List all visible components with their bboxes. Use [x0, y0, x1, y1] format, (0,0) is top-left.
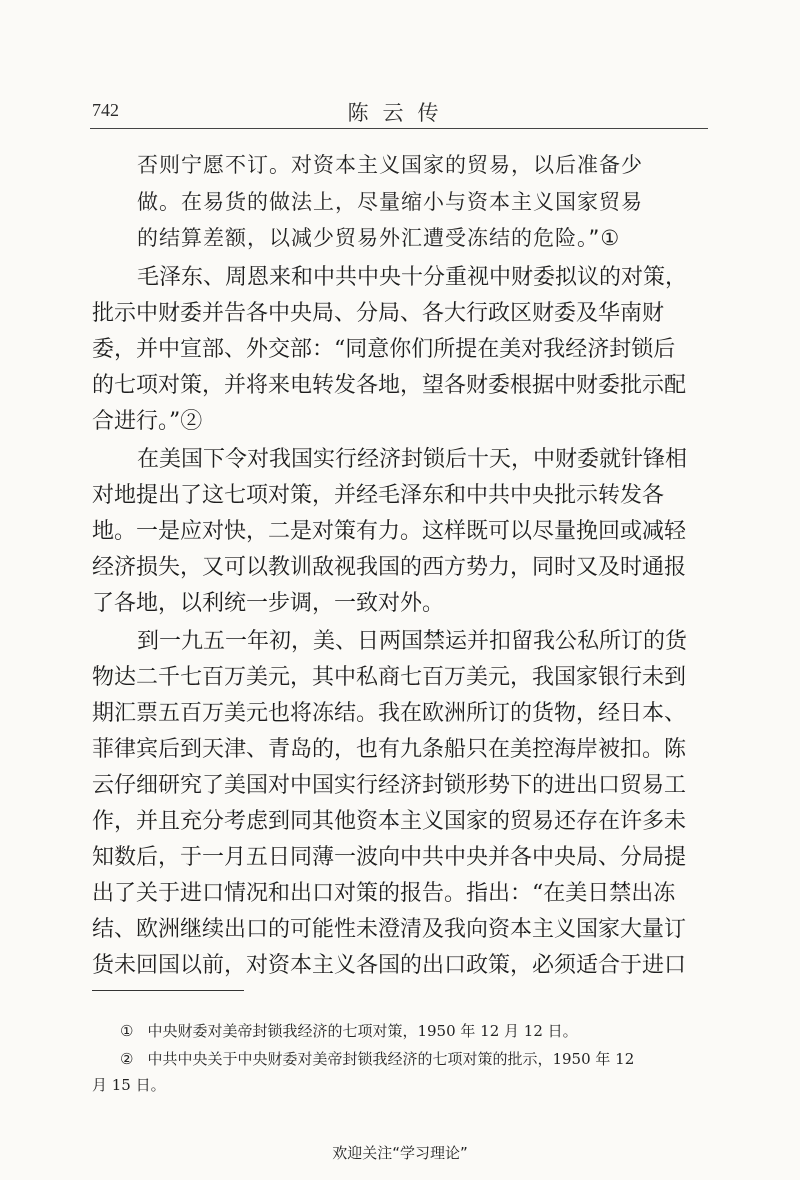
quote-line: 做。在易货的做法上，尽量缩小与资本主义国家贸易 [137, 190, 643, 214]
footnote-2-continuation: 月 15 日。 [92, 1076, 166, 1094]
bottom-caption: 欢迎关注“学习理论” [332, 1144, 468, 1162]
body-line: 结、欧洲继续出口的可能性未澄清及我向资本主义国家大量订 [92, 917, 687, 942]
body-line: 毛泽东、周恩来和中共中央十分重视中财委拟议的对策， [137, 265, 688, 290]
footnote-mark: ② [120, 1050, 134, 1068]
body-line: 期汇票五百万美元也将冻结。我在欧洲所订的货物，经日本、 [92, 701, 687, 726]
quote-line: 的结算差额，以减少贸易外汇遭受冻结的危险。”① [137, 226, 621, 250]
footnote-text: 中央财委对美帝封锁我经济的七项对策，1950 年 12 月 12 日。 [147, 1022, 578, 1040]
body-line: 批示中财委并告各中央局、分局、各大行政区财委及华南财 [92, 301, 665, 326]
page-number: 742 [92, 100, 119, 120]
body-line: 到一九五一年初，美、日两国禁运并扣留我公私所订的货 [137, 629, 688, 654]
body-line: 地。一是应对快，二是对策有力。这样既可以尽量挽回或减轻 [92, 519, 687, 544]
footnote-text: 中共中央关于中央财委对美帝封锁我经济的七项对策的批示，1950 年 12 [147, 1050, 635, 1068]
body-line: 委，并中宣部、外交部：“同意你们所提在美对我经济封锁后 [92, 337, 676, 362]
footnote-1 [120, 1020, 578, 1041]
footnote-mark: ① [120, 1022, 134, 1040]
footnote-rule [92, 990, 244, 991]
footnote-2 [120, 1048, 634, 1069]
body-line: 了各地，以利统一步调，一致对外。 [92, 591, 445, 616]
running-title: 陈云传 [347, 101, 453, 125]
quote-line: 否则宁愿不订。对资本主义国家的贸易，以后准备少 [137, 153, 643, 177]
body-line: 云仔细研究了美国对中国实行经济封锁形势下的进出口贸易工 [92, 773, 687, 798]
body-line: 作，并且充分考虑到同其他资本主义国家的贸易还存在许多未 [92, 809, 687, 834]
body-line: 菲律宾后到天津、青岛的，也有九条船只在美控海岸被扣。陈 [92, 737, 687, 762]
body-line: 对地提出了这七项对策，并经毛泽东和中共中央批示转发各 [92, 483, 665, 508]
body-line: 货未回国以前，对资本主义各国的出口政策，必须适合于进口 [92, 953, 687, 978]
body-line: 知数后，于一月五日同薄一波向中共中央并各中央局、分局提 [92, 845, 687, 870]
body-line: 的七项对策，并将来电转发各地，望各财委根据中财委批示配 [92, 373, 687, 398]
body-line: 经济损失，又可以教训敌视我国的西方势力，同时又及时通报 [92, 555, 687, 580]
header-rule [90, 128, 708, 129]
body-line: 出了关于进口情况和出口对策的报告。指出：“在美日禁出冻 [92, 881, 676, 906]
body-line: 在美国下令对我国实行经济封锁后十天，中财委就针锋相 [137, 447, 688, 472]
body-line: 合进行。”② [92, 409, 203, 434]
body-line: 物达二千七百万美元，其中私商七百万美元，我国家银行未到 [92, 665, 687, 690]
